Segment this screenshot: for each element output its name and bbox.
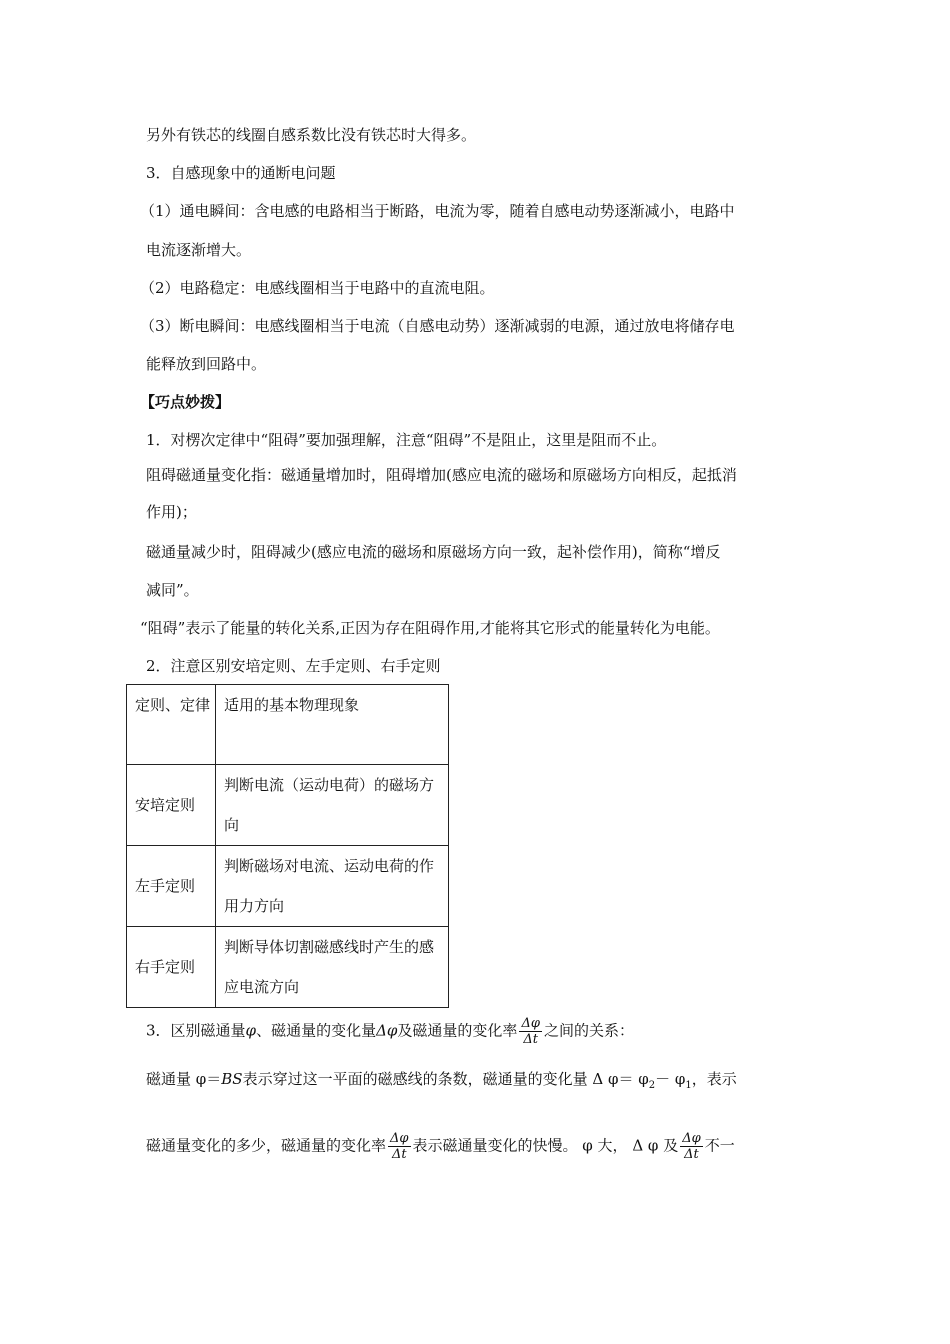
text-line: 作用)； — [146, 503, 197, 521]
section-heading: 3．自感现象中的通断电问题 — [146, 164, 336, 182]
fraction-denominator: Δt — [523, 1032, 538, 1047]
table-cell: 判断导体切割磁感线时产生的感应电流方向 — [216, 927, 449, 1008]
paragraph-3 — [146, 1016, 634, 1047]
delta-phi-symbol: Δφ — [376, 1021, 398, 1040]
table-cell: 左手定则 — [127, 846, 216, 927]
fraction-denominator: Δt — [684, 1147, 699, 1162]
text-line: 1．对楞次定律中“阻碍”要加强理解，注意“阻碍”不是阻止，这里是阻而不止。 — [146, 431, 667, 449]
table-row — [127, 846, 449, 927]
text-span: 、磁通量的变化量 — [256, 1021, 377, 1040]
text-span: 磁通量 φ＝ — [146, 1070, 222, 1088]
text-span: 不一 — [704, 1136, 735, 1155]
text-line: 电流逐渐增大。 — [146, 241, 252, 259]
table-row — [127, 685, 449, 765]
table-header-cell: 适用的基本物理现象 — [216, 685, 449, 765]
text-span: 表示穿过这一平面的磁感线的条数，磁通量的变化量 Δ φ＝ φ — [242, 1070, 649, 1088]
text-line: “阻碍”表示了能量的转化关系,正因为存在阻碍作用,才能将其它形式的能量转化为电能。 — [140, 619, 720, 637]
table-cell: 右手定则 — [127, 927, 216, 1008]
text-span: 之间的关系： — [543, 1021, 634, 1040]
subscript: 2 — [648, 1080, 656, 1091]
table-cell: 安培定则 — [127, 765, 216, 846]
text-line: 阻碍磁通量变化指：磁通量增加时，阻碍增加(感应电流的磁场和原磁场方向相反，起抵消 — [146, 466, 737, 484]
table-cell: 判断电流（运动电荷）的磁场方向 — [216, 765, 449, 846]
section-heading: 【巧点妙拨】 — [140, 393, 231, 411]
text-line: 减同”。 — [146, 581, 199, 599]
bs-symbol: BS — [221, 1070, 243, 1088]
text-span: － φ — [655, 1070, 686, 1088]
text-span: 磁通量变化的多少，磁通量的变化率 — [146, 1136, 387, 1155]
table-row — [127, 765, 449, 846]
text-span: 3．区别磁通量 — [146, 1021, 246, 1040]
text-line: 能释放到回路中。 — [146, 355, 267, 373]
fraction — [680, 1131, 703, 1162]
rules-table — [126, 684, 449, 1008]
fraction — [388, 1131, 411, 1162]
table-row — [127, 927, 449, 1008]
fraction-numerator: Δφ — [682, 1131, 701, 1146]
paragraph-5 — [146, 1131, 735, 1162]
fraction-denominator: Δt — [391, 1147, 407, 1162]
text-line: 磁通量减少时，阻碍减少(感应电流的磁场和原磁场方向一致，起补偿作用)，简称“增反 — [146, 543, 721, 561]
fraction-numerator: Δφ — [521, 1016, 540, 1031]
text-line: 另外有铁芯的线圈自感系数比没有铁芯时大得多。 — [146, 126, 477, 144]
paragraph-4 — [146, 1069, 737, 1096]
text-line: （2）电路稳定：电感线圈相当于电路中的直流电阻。 — [140, 279, 495, 297]
text-line: （1）通电瞬间：含电感的电路相当于断路，电流为零，随着自感电动势逐渐减小，电路中 — [140, 202, 735, 220]
text-span: ，表示 — [691, 1070, 737, 1088]
text-line: （3）断电瞬间：电感线圈相当于电流（自感电动势）逐渐减弱的电源，通过放电将储存电 — [140, 317, 735, 335]
subscript: 1 — [685, 1080, 692, 1091]
text-span: 及磁通量的变化率 — [397, 1021, 518, 1040]
fraction — [519, 1016, 542, 1047]
text-span: 表示磁通量变化的快慢。 φ 大， Δ φ 及 — [412, 1136, 679, 1155]
section-heading: 2．注意区别安培定则、左手定则、右手定则 — [146, 657, 441, 675]
phi-symbol: φ — [245, 1021, 257, 1040]
fraction-numerator: Δφ — [390, 1131, 409, 1146]
table-cell: 判断磁场对电流、运动电荷的作用力方向 — [216, 846, 449, 927]
table-header-cell: 定则、定律 — [127, 685, 216, 765]
